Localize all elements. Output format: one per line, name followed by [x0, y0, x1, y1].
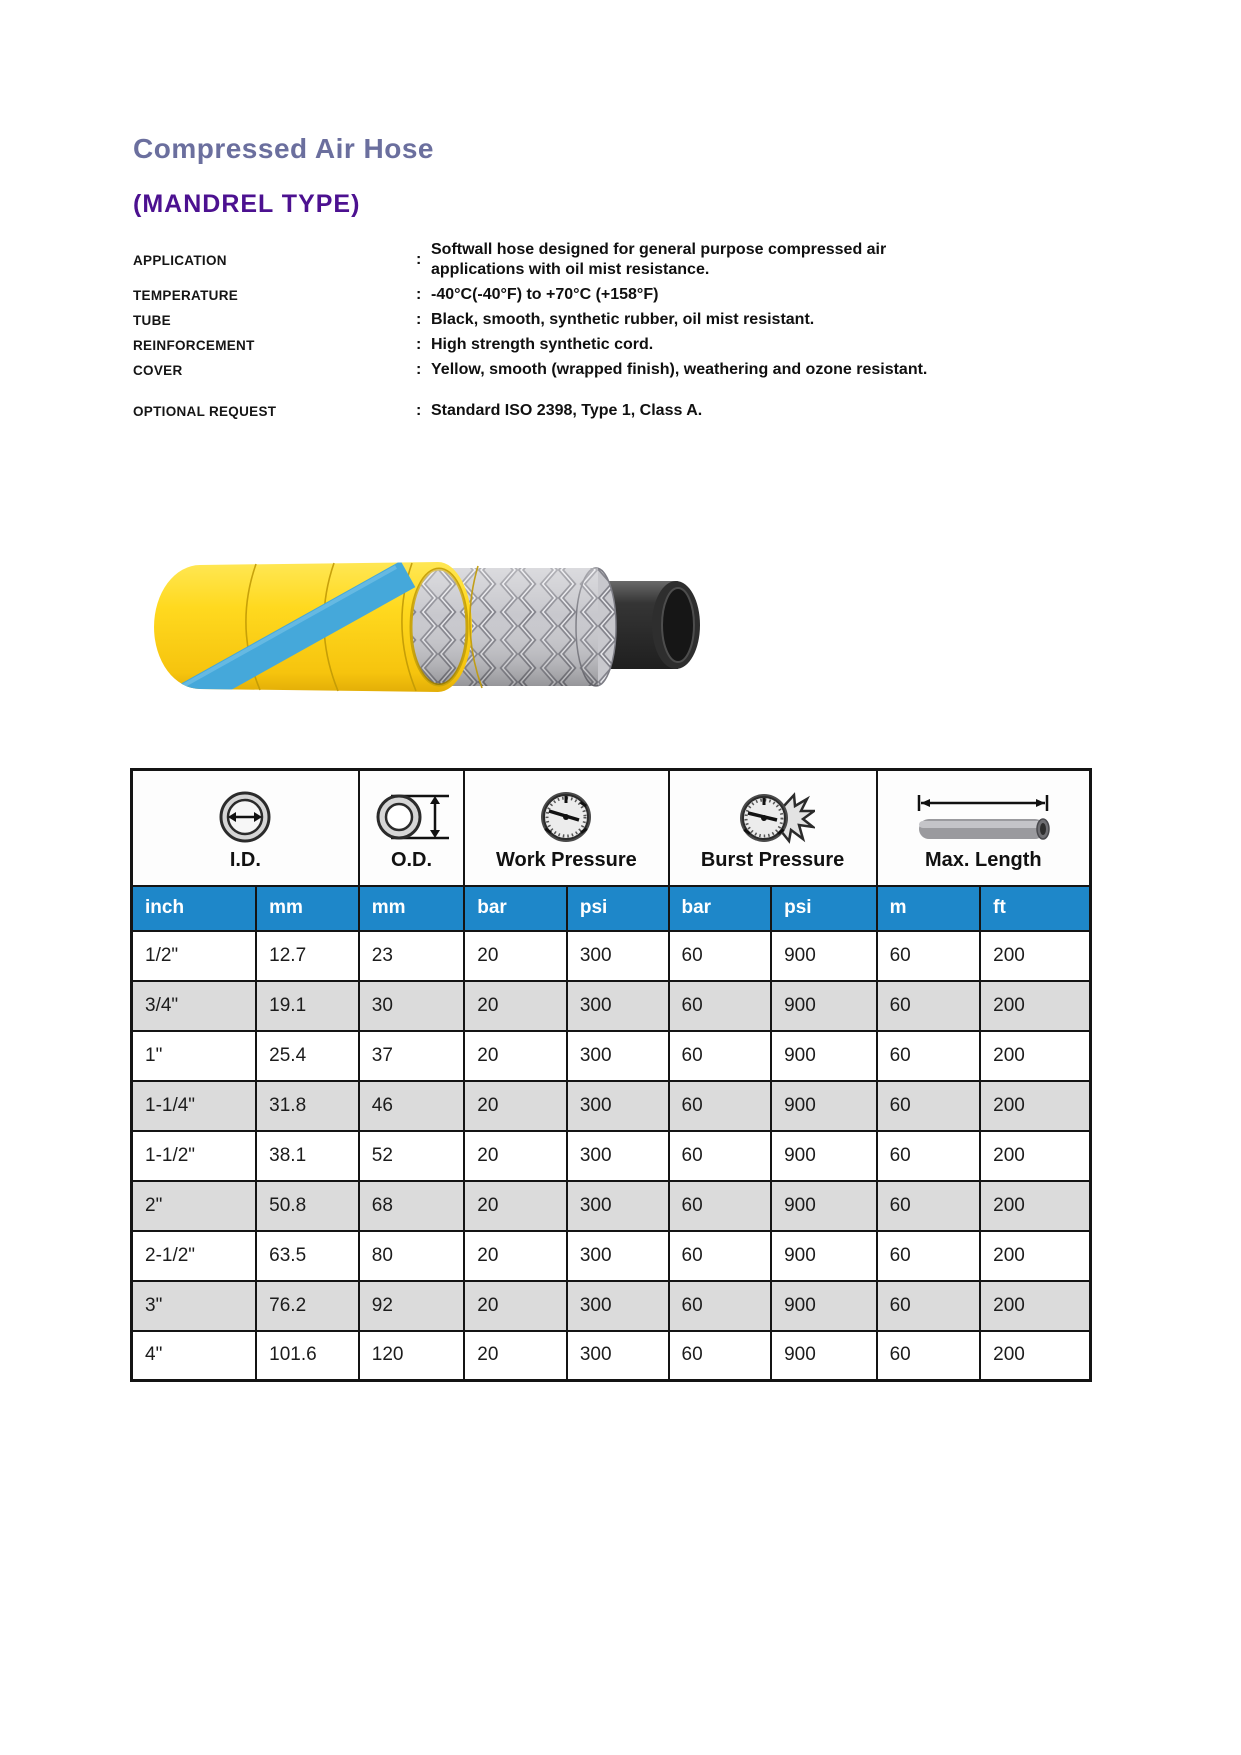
- table-cell: 1": [132, 1031, 257, 1081]
- table-cell: 20: [464, 1081, 567, 1131]
- table-cell: 60: [669, 1031, 772, 1081]
- table-cell: 46: [359, 1081, 464, 1131]
- table-cell: 60: [669, 1231, 772, 1281]
- table-cell: 120: [359, 1331, 464, 1381]
- table-cell: 20: [464, 1281, 567, 1331]
- table-cell: 900: [771, 931, 876, 981]
- unit-header-ft: ft: [980, 886, 1090, 931]
- spec-label-temperature: TEMPERATURE: [133, 287, 239, 303]
- table-cell: 38.1: [256, 1131, 359, 1181]
- spec-value-application: Softwall hose designed for general purpose compressed air applications with oil mist resistance.: [431, 241, 887, 278]
- inner-diameter-icon: [214, 789, 276, 847]
- spec-value-temperature: -40°C(-40°F) to +70°C (+158°F): [431, 286, 659, 303]
- spec-list: [133, 240, 979, 421]
- spec-value-reinforcement: High strength synthetic cord.: [431, 336, 654, 353]
- table-cell: 37: [359, 1031, 464, 1081]
- table-cell: 300: [567, 1231, 669, 1281]
- table-cell: 1-1/2": [132, 1131, 257, 1181]
- table-cell: 60: [877, 1181, 981, 1231]
- table-cell: 200: [980, 1331, 1090, 1381]
- header-group-work-pressure: [464, 770, 668, 886]
- table-cell: 60: [877, 931, 981, 981]
- table-cell: 1-1/4": [132, 1081, 257, 1131]
- burst-pressure-gauge-icon: [731, 789, 815, 847]
- table-cell: 60: [669, 1281, 772, 1331]
- table-cell: 60: [669, 1081, 772, 1131]
- unit-header-wp-psi: psi: [567, 886, 669, 931]
- table-cell: 19.1: [256, 981, 359, 1031]
- table-icon-header-row: [132, 770, 1091, 886]
- unit-header-bp-psi: psi: [771, 886, 876, 931]
- unit-header-id-mm: mm: [256, 886, 359, 931]
- table-cell: 200: [980, 931, 1090, 981]
- table-cell: 20: [464, 1031, 567, 1081]
- table-cell: 60: [669, 981, 772, 1031]
- table-cell: 300: [567, 931, 669, 981]
- table-cell: 30: [359, 981, 464, 1031]
- header-group-label: O.D.: [390, 849, 433, 872]
- header-group-max-length: [877, 770, 1091, 886]
- hose-cutaway-illustration: [138, 556, 713, 701]
- spec-table: [130, 768, 1092, 1382]
- table-cell: 200: [980, 1231, 1090, 1281]
- table-cell: 63.5: [256, 1231, 359, 1281]
- spec-colon: :: [416, 286, 422, 303]
- page-subtitle: (MANDREL TYPE): [133, 190, 361, 218]
- table-unit-header-row: [132, 886, 1091, 931]
- table-cell: 900: [771, 1081, 876, 1131]
- table-cell: 80: [359, 1231, 464, 1281]
- table-cell: 200: [980, 1081, 1090, 1131]
- table-cell: 23: [359, 931, 464, 981]
- unit-header-od-mm: mm: [359, 886, 464, 931]
- table-cell: 20: [464, 1131, 567, 1181]
- table-cell: 101.6: [256, 1331, 359, 1381]
- table-cell: 200: [980, 1281, 1090, 1331]
- spec-label-tube: TUBE: [133, 312, 171, 328]
- header-group-label: I.D.: [229, 849, 261, 872]
- spec-label-optional-request: OPTIONAL REQUEST: [133, 403, 277, 419]
- table-cell: 300: [567, 1081, 669, 1131]
- table-cell: 300: [567, 1031, 669, 1081]
- table-cell: 20: [464, 1331, 567, 1381]
- table-row: [132, 1081, 1091, 1131]
- header-group-od: [359, 770, 464, 886]
- table-cell: 300: [567, 1181, 669, 1231]
- table-cell: 60: [669, 1181, 772, 1231]
- header-group-id: [132, 770, 359, 886]
- table-cell: 20: [464, 1231, 567, 1281]
- spec-colon: :: [416, 311, 422, 328]
- table-cell: 20: [464, 931, 567, 981]
- table-cell: 60: [877, 1331, 981, 1381]
- table-cell: 60: [877, 1231, 981, 1281]
- table-row: [132, 1131, 1091, 1181]
- table-cell: 60: [877, 1031, 981, 1081]
- table-cell: 900: [771, 1131, 876, 1181]
- hose-cover-yellow: [154, 562, 482, 701]
- table-cell: 3/4": [132, 981, 257, 1031]
- table-row: [132, 1231, 1091, 1281]
- work-pressure-gauge-icon: [535, 789, 597, 847]
- table-cell: 900: [771, 1231, 876, 1281]
- page-title: Compressed Air Hose: [133, 133, 434, 164]
- table-cell: 200: [980, 1131, 1090, 1181]
- table-row: [132, 1031, 1091, 1081]
- header-group-burst-pressure: [669, 770, 877, 886]
- table-cell: 60: [877, 1081, 981, 1131]
- spec-value-cover: Yellow, smooth (wrapped finish), weathering and ozone resistant.: [431, 361, 928, 378]
- table-cell: 200: [980, 1181, 1090, 1231]
- table-cell: 3": [132, 1281, 257, 1331]
- table-cell: 50.8: [256, 1181, 359, 1231]
- table-cell: 76.2: [256, 1281, 359, 1331]
- spec-colon: :: [416, 251, 422, 268]
- spec-label-cover: COVER: [133, 362, 183, 378]
- header-group-label: Work Pressure: [495, 849, 637, 872]
- table-cell: 60: [669, 1331, 772, 1381]
- unit-header-bp-bar: bar: [669, 886, 772, 931]
- table-cell: 60: [669, 931, 772, 981]
- max-length-icon: [908, 789, 1058, 847]
- unit-header-inch: inch: [132, 886, 257, 931]
- table-cell: 4": [132, 1331, 257, 1381]
- table-cell: 60: [877, 1131, 981, 1181]
- spec-label-application: APPLICATION: [133, 252, 227, 268]
- table-cell: 900: [771, 1031, 876, 1081]
- table-row: [132, 1281, 1091, 1331]
- table-cell: 1/2": [132, 931, 257, 981]
- header-group-label: Max. Length: [924, 849, 1042, 872]
- table-cell: 900: [771, 1281, 876, 1331]
- table-cell: 300: [567, 1281, 669, 1331]
- table-cell: 900: [771, 1181, 876, 1231]
- spec-colon: :: [416, 402, 422, 419]
- table-cell: 200: [980, 981, 1090, 1031]
- table-cell: 20: [464, 1181, 567, 1231]
- spec-colon: :: [416, 336, 422, 353]
- table-cell: 52: [359, 1131, 464, 1181]
- spec-label-reinforcement: REINFORCEMENT: [133, 337, 255, 353]
- table-cell: 31.8: [256, 1081, 359, 1131]
- table-row: [132, 981, 1091, 1031]
- table-cell: 900: [771, 1331, 876, 1381]
- header-group-label: Burst Pressure: [700, 849, 845, 872]
- table-row: [132, 931, 1091, 981]
- unit-header-wp-bar: bar: [464, 886, 567, 931]
- table-cell: 25.4: [256, 1031, 359, 1081]
- table-cell: 68: [359, 1181, 464, 1231]
- table-cell: 92: [359, 1281, 464, 1331]
- table-cell: 60: [877, 1281, 981, 1331]
- table-row: [132, 1331, 1091, 1381]
- table-body: [132, 931, 1091, 1381]
- unit-header-m: m: [877, 886, 981, 931]
- table-row: [132, 1181, 1091, 1231]
- table-cell: 60: [669, 1131, 772, 1181]
- table-cell: 200: [980, 1031, 1090, 1081]
- table-cell: 900: [771, 981, 876, 1031]
- table-cell: 60: [877, 981, 981, 1031]
- spec-value-tube: Black, smooth, synthetic rubber, oil mist resistant.: [431, 311, 815, 328]
- table-cell: 300: [567, 981, 669, 1031]
- table-cell: 2-1/2": [132, 1231, 257, 1281]
- outer-diameter-icon: [369, 789, 455, 847]
- spec-colon: :: [416, 361, 422, 378]
- table-cell: 300: [567, 1331, 669, 1381]
- table-cell: 2": [132, 1181, 257, 1231]
- table-cell: 12.7: [256, 931, 359, 981]
- spec-value-optional-request: Standard ISO 2398, Type 1, Class A.: [431, 402, 703, 419]
- table-cell: 20: [464, 981, 567, 1031]
- table-cell: 300: [567, 1131, 669, 1181]
